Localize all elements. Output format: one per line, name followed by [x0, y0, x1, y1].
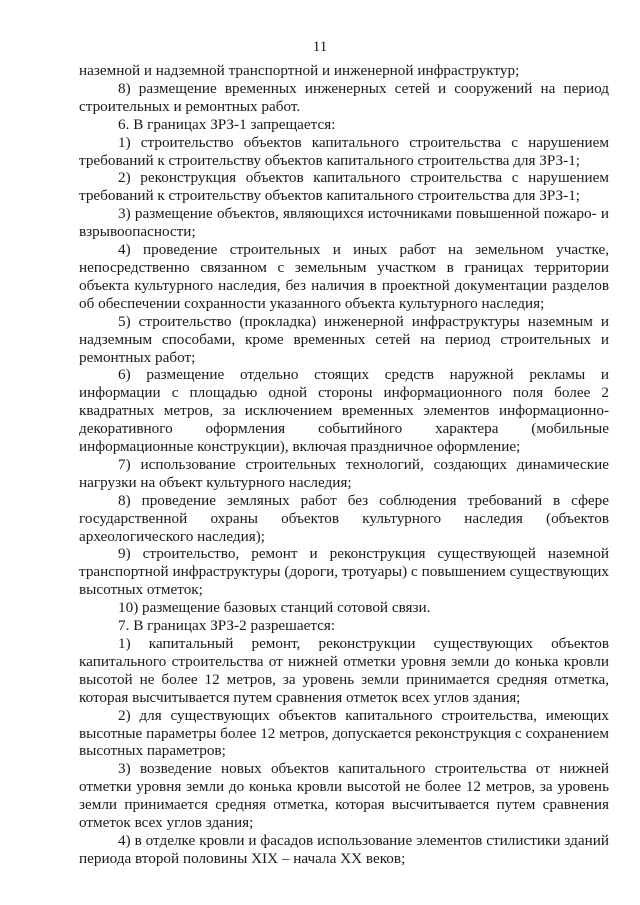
paragraph: 5) строительство (прокладка) инженерной инфраструктуры наземным и надземным способами, кроме временных сетей на период строительных и ремонтных работ; — [79, 312, 609, 366]
paragraph: 2) реконструкция объектов капитального строительства с нарушением требований к строительству объектов капитального строительства для ЗРЗ-1; — [79, 169, 609, 205]
paragraph: 10) размещение базовых станций сотовой связи. — [118, 599, 431, 617]
paragraph: 2) для существующих объектов капитального строительства, имеющих высотные параметры более 12 метров, допускается реконструкция с сохранением высотных параметров; — [79, 706, 609, 760]
paragraph: 8) проведение земляных работ без соблюдения требований в сфере государственной охраны объектов культурного наследия (объектов археологического наследия); — [79, 491, 609, 545]
paragraph: 7) использование строительных технологий, создающих динамические нагрузки на объект культурного наследия; — [79, 455, 609, 491]
paragraph: 9) строительство, ремонт и реконструкция существующей наземной транспортной инфраструктуры (дороги, тротуары) с повышением существующих высотных отметок; — [79, 545, 609, 599]
paragraph: 3) возведение новых объектов капитального строительства от нижней отметки уровня земли до конька кровли высотой не более 12 метров, за уровень земли принимается средняя отметка, которая высчитывается путем сравнения отметок всех углов здания; — [79, 760, 609, 832]
document-body — [79, 62, 609, 868]
paragraph: наземной и надземной транспортной и инженерной инфраструктур; — [79, 62, 520, 79]
paragraph: 8) размещение временных инженерных сетей и сооружений на период строительных и ремонтных работ. — [79, 79, 609, 115]
paragraph: 1) строительство объектов капитального строительства с нарушением требований к строительству объектов капитального строительства для ЗРЗ-1; — [79, 133, 609, 169]
paragraph: 3) размещение объектов, являющихся источниками повышенной пожаро- и взрывоопасности; — [79, 205, 609, 241]
paragraph: 4) в отделке кровли и фасадов использование элементов стилистики зданий периода второй половины XIX – начала XX веков; — [79, 831, 609, 867]
section-heading: 6. В границах ЗРЗ-1 запрещается: — [118, 115, 336, 133]
paragraph: 1) капитальный ремонт, реконструкции существующих объектов капитального строительства от нижней отметки уровня земли до конька кровли высотой не более 12 метров, за уровень земли принимается средняя отметка, которая высчитывается путем сравнения отметок всех углов здания; — [79, 635, 609, 706]
page-number: 11 — [312, 39, 328, 55]
section-heading: 7. В границах ЗРЗ-2 разрешается: — [118, 617, 336, 635]
paragraph: 6) размещение отдельно стоящих средств наружной рекламы и информации с площадью одной стороны информационного поля более 2 квадратных метров, за исключением временных элементов информационно-декоративного оформления событийного характера (мобильные информационные конструкции), включая праздничное оформление; — [79, 366, 609, 456]
paragraph: 4) проведение строительных и иных работ на земельном участке, непосредственно связанном с земельным участком в границах территории объекта культурного наследия, без наличия в проектной документации разделов об обеспечении сохранности указанного объекта культурного наследия; — [79, 241, 609, 312]
